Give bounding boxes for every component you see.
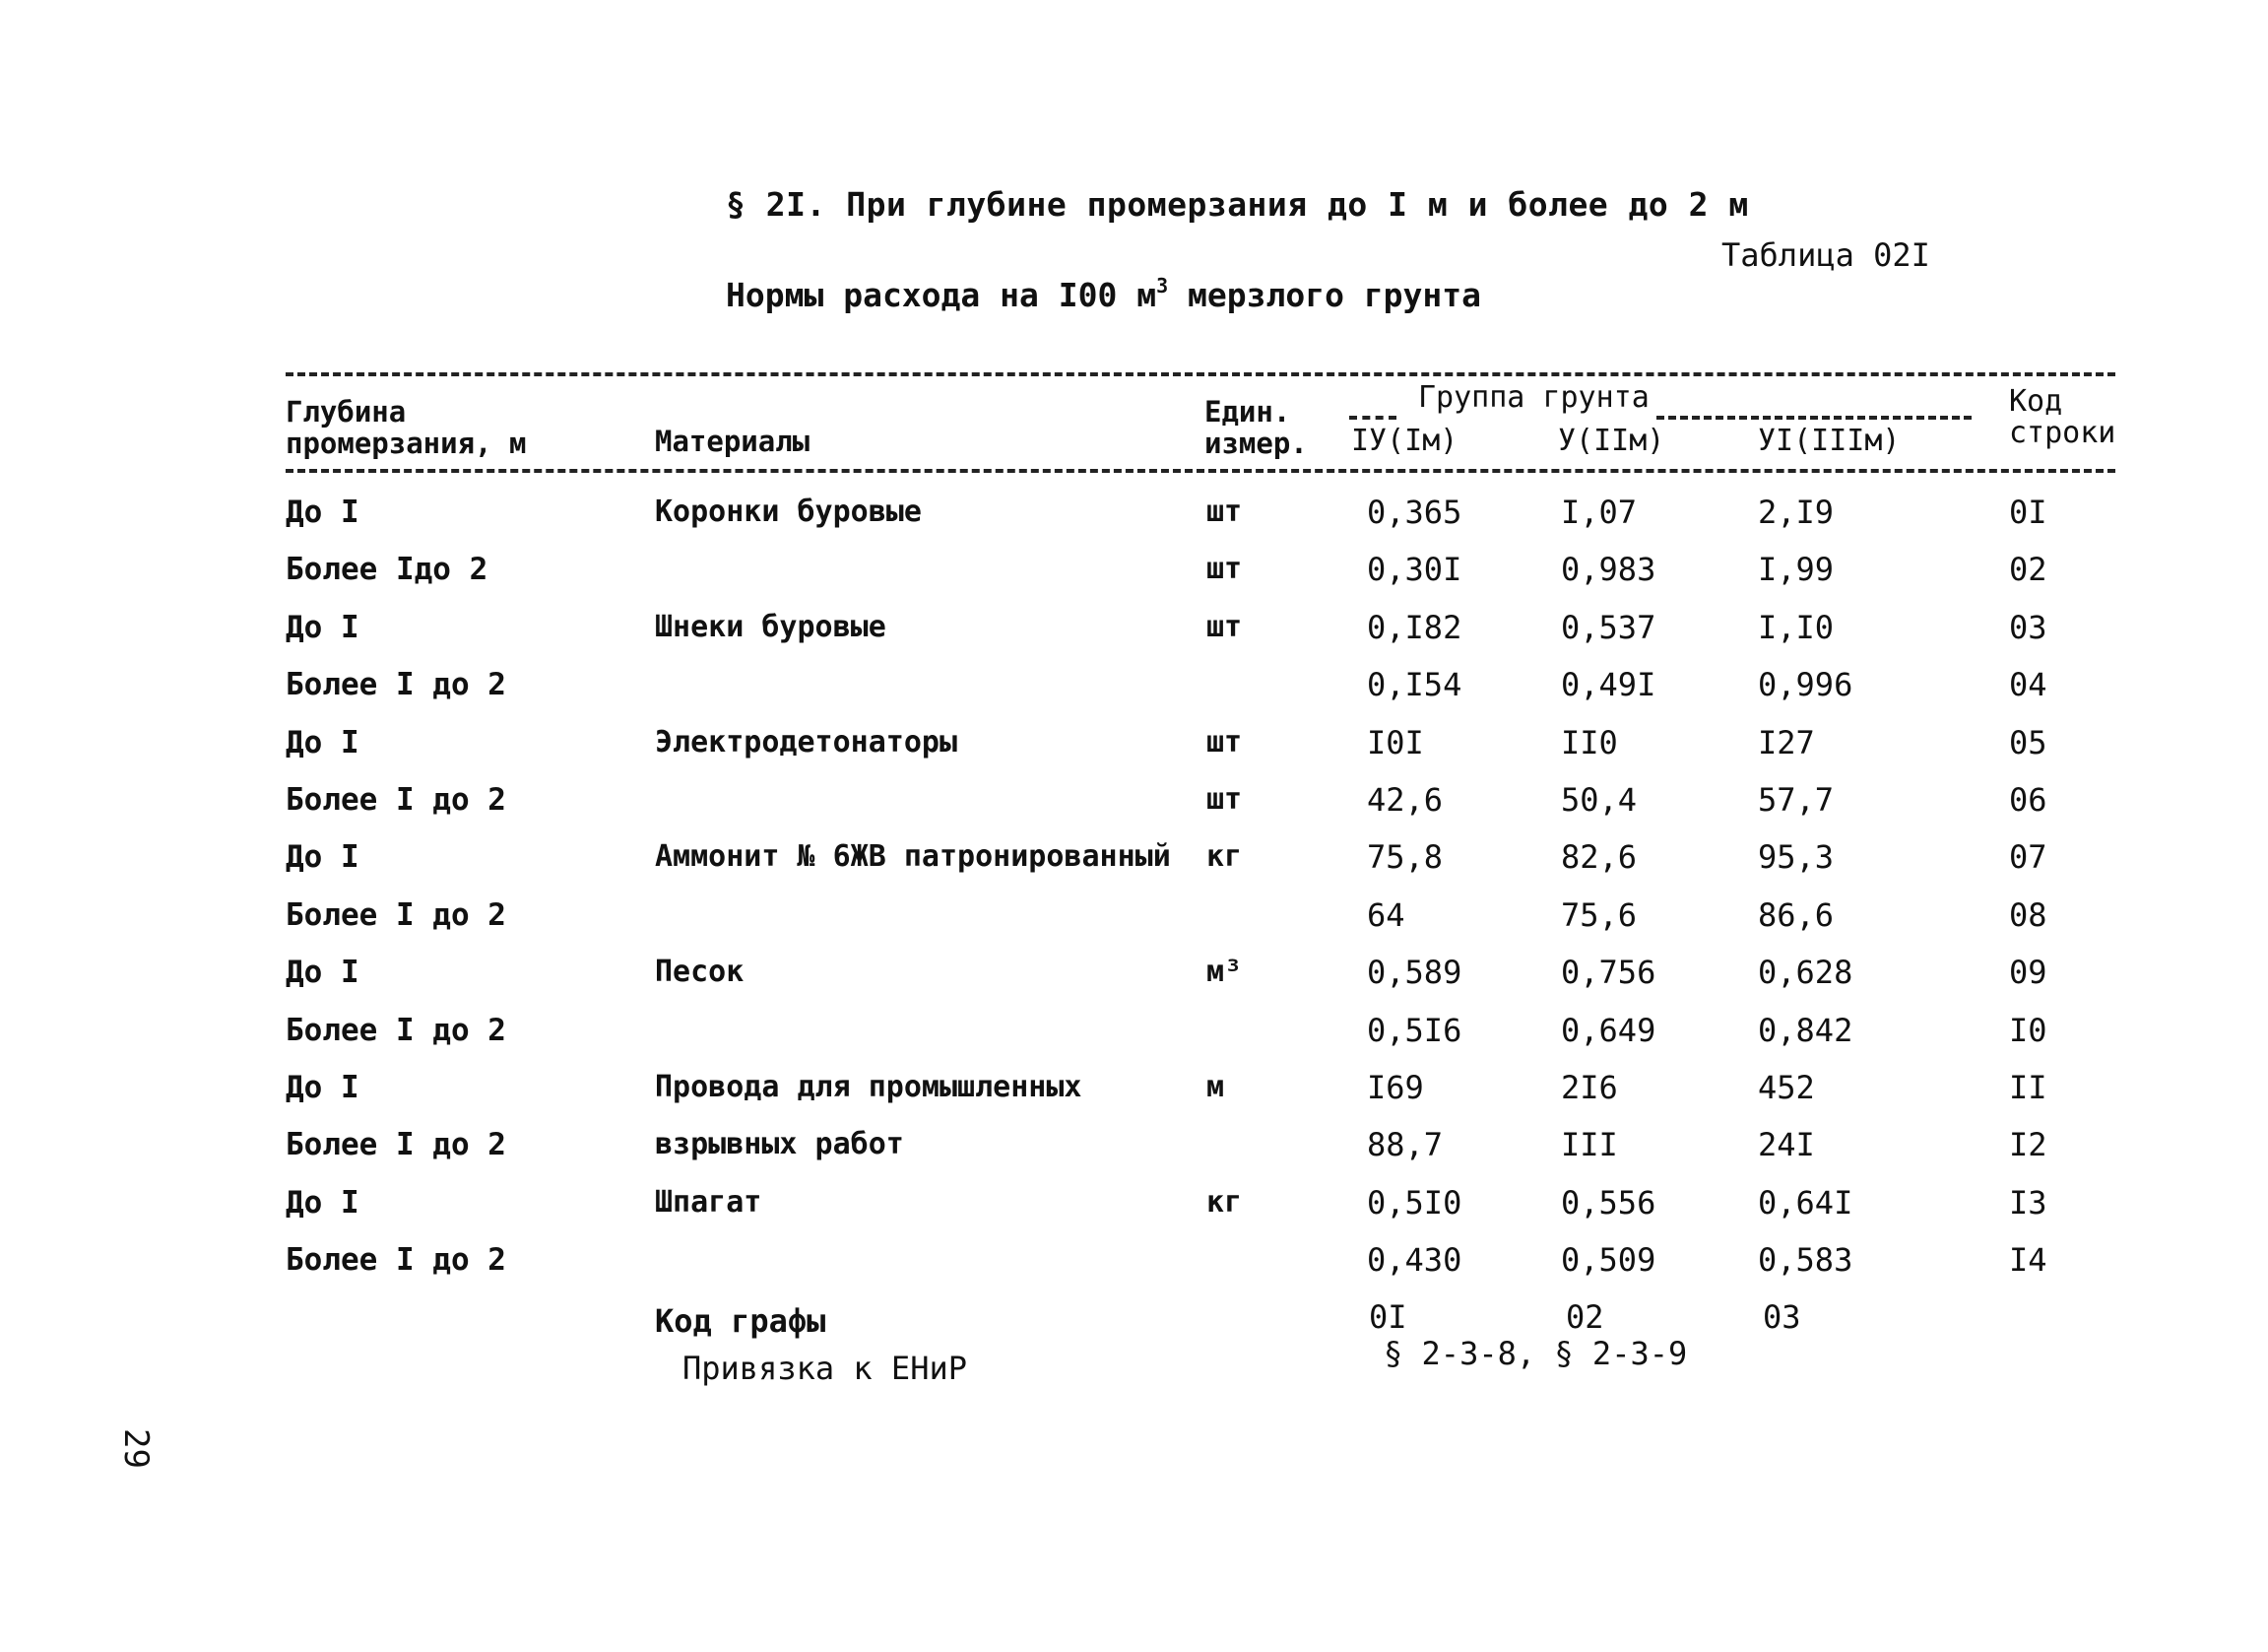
subtitle-superscript: 3 [1156, 274, 1169, 297]
row-depth: Более I до 2 [286, 1013, 506, 1048]
reference-label: Привязка к ЕНиР [682, 1350, 967, 1387]
col-header-unit-line1: Един. [1204, 395, 1291, 429]
row-depth: Более I до 2 [286, 667, 506, 702]
row-value-group-2: 0,756 [1561, 954, 1656, 991]
graph-code-1: 0I [1369, 1298, 1407, 1336]
row-value-group-2: 2I6 [1561, 1069, 1618, 1106]
section-title: § 2I. При глубине промерзания до I м и более до 2 м [726, 185, 1749, 224]
col-header-depth-line2: промерзания, м [286, 427, 527, 460]
row-value-group-1: 0,30I [1367, 551, 1462, 588]
col-header-unit [1204, 396, 1308, 459]
row-value-group-2: 0,556 [1561, 1184, 1656, 1222]
reference-value: § 2-3-8, § 2-3-9 [1384, 1335, 1688, 1372]
row-value-group-1: I69 [1367, 1069, 1424, 1106]
row-code: II [2009, 1069, 2047, 1106]
header-top-rule [286, 372, 2115, 376]
col-header-code [2009, 386, 2115, 449]
row-value-group-3: I,99 [1758, 551, 1835, 588]
row-material: Шпагат [655, 1185, 762, 1220]
row-code: 08 [2009, 896, 2047, 934]
row-depth: До I [286, 1070, 359, 1105]
row-depth: До I [286, 725, 359, 760]
row-unit: м³ [1206, 955, 1243, 989]
row-value-group-2: 75,6 [1561, 896, 1638, 934]
row-value-group-2: 0,49I [1561, 666, 1656, 703]
table-subtitle [726, 274, 1481, 314]
row-code: I2 [2009, 1126, 2047, 1163]
row-value-group-3: I,I0 [1758, 609, 1835, 646]
row-value-group-3: 95,3 [1758, 838, 1835, 876]
row-unit: кг [1206, 839, 1243, 874]
group-rule-right [1656, 416, 1972, 420]
row-depth: Более I до 2 [286, 1127, 506, 1162]
row-depth: До I [286, 839, 359, 875]
col-header-group-1: IУ(Iм) [1351, 424, 1458, 458]
subtitle-text-end: мерзлого грунта [1168, 276, 1482, 314]
row-depth: До I [286, 1185, 359, 1221]
row-value-group-3: 2,I9 [1758, 494, 1835, 531]
row-code: 0I [2009, 494, 2047, 531]
row-unit: шт [1206, 610, 1243, 644]
page-number: 29 [116, 1428, 156, 1469]
row-depth: Более Iдо 2 [286, 552, 488, 587]
table-number: Таблица 02I [1721, 236, 1930, 274]
row-value-group-2: 82,6 [1561, 838, 1638, 876]
row-value-group-1: 75,8 [1367, 838, 1444, 876]
row-code: 05 [2009, 724, 2047, 761]
row-code: I4 [2009, 1241, 2047, 1279]
row-value-group-3: 57,7 [1758, 781, 1835, 819]
row-value-group-1: 88,7 [1367, 1126, 1444, 1163]
row-value-group-2: 0,509 [1561, 1241, 1656, 1279]
col-header-depth [286, 396, 526, 459]
graph-code-label: Код графы [655, 1302, 826, 1340]
row-unit: шт [1206, 552, 1243, 586]
row-value-group-2: I,07 [1561, 494, 1638, 531]
row-value-group-3: 24I [1758, 1126, 1815, 1163]
row-material: Шнеки буровые [655, 610, 886, 644]
row-code: 09 [2009, 954, 2047, 991]
row-value-group-3: I27 [1758, 724, 1815, 761]
graph-code-2: 02 [1566, 1298, 1604, 1336]
row-code: I0 [2009, 1012, 2047, 1049]
row-value-group-1: 0,430 [1367, 1241, 1462, 1279]
row-value-group-2: 50,4 [1561, 781, 1638, 819]
row-value-group-1: 0,I54 [1367, 666, 1462, 703]
row-code: 07 [2009, 838, 2047, 876]
row-unit: кг [1206, 1185, 1243, 1220]
row-depth: До I [286, 495, 359, 530]
row-value-group-3: 452 [1758, 1069, 1815, 1106]
row-unit: шт [1206, 725, 1243, 760]
col-header-group-3: УI(IIIм) [1758, 424, 1901, 458]
row-code: 03 [2009, 609, 2047, 646]
row-code: I3 [2009, 1184, 2047, 1222]
col-header-code-line2: строки [2009, 416, 2116, 450]
row-material: Коронки буровые [655, 495, 922, 529]
col-header-group-2: У(IIм) [1558, 424, 1665, 458]
col-header-unit-line2: измер. [1204, 427, 1308, 460]
row-material: Аммонит № 6ЖВ патронированный [655, 839, 1171, 874]
row-depth: До I [286, 955, 359, 990]
col-header-materials: Материалы [655, 425, 810, 458]
row-depth: До I [286, 610, 359, 645]
subtitle-text: Нормы расхода на I00 м [726, 276, 1157, 314]
col-header-code-line1: Код [2009, 384, 2063, 419]
row-value-group-1: 42,6 [1367, 781, 1444, 819]
row-material: взрывных работ [655, 1127, 904, 1161]
row-value-group-2: 0,537 [1561, 609, 1656, 646]
row-value-group-2: 0,649 [1561, 1012, 1656, 1049]
row-value-group-3: 86,6 [1758, 896, 1835, 934]
row-value-group-1: 0,365 [1367, 494, 1462, 531]
row-unit: м [1206, 1070, 1225, 1104]
row-value-group-1: I0I [1367, 724, 1424, 761]
row-value-group-1: 64 [1367, 896, 1405, 934]
row-material: Песок [655, 955, 745, 989]
row-value-group-1: 0,5I0 [1367, 1184, 1462, 1222]
row-value-group-1: 0,5I6 [1367, 1012, 1462, 1049]
group-rule-left [1349, 416, 1396, 420]
row-material: Провода для промышленных [655, 1070, 1082, 1104]
row-value-group-3: 0,996 [1758, 666, 1853, 703]
row-code: 04 [2009, 666, 2047, 703]
row-value-group-3: 0,583 [1758, 1241, 1853, 1279]
graph-code-3: 03 [1763, 1298, 1801, 1336]
row-unit: шт [1206, 495, 1243, 529]
col-header-depth-line1: Глубина [286, 395, 407, 429]
row-value-group-3: 0,64I [1758, 1184, 1853, 1222]
row-value-group-1: 0,I82 [1367, 609, 1462, 646]
row-value-group-1: 0,589 [1367, 954, 1462, 991]
row-depth: Более I до 2 [286, 782, 506, 818]
row-value-group-2: II0 [1561, 724, 1618, 761]
row-value-group-3: 0,842 [1758, 1012, 1853, 1049]
row-depth: Более I до 2 [286, 897, 506, 933]
header-bottom-rule [286, 469, 2115, 473]
row-code: 02 [2009, 551, 2047, 588]
col-header-group: Группа грунта [1418, 380, 1650, 415]
row-unit: шт [1206, 782, 1243, 817]
row-value-group-2: III [1561, 1126, 1618, 1163]
row-value-group-3: 0,628 [1758, 954, 1853, 991]
row-material: Электродетонаторы [655, 725, 958, 760]
row-depth: Более I до 2 [286, 1242, 506, 1278]
row-code: 06 [2009, 781, 2047, 819]
row-value-group-2: 0,983 [1561, 551, 1656, 588]
